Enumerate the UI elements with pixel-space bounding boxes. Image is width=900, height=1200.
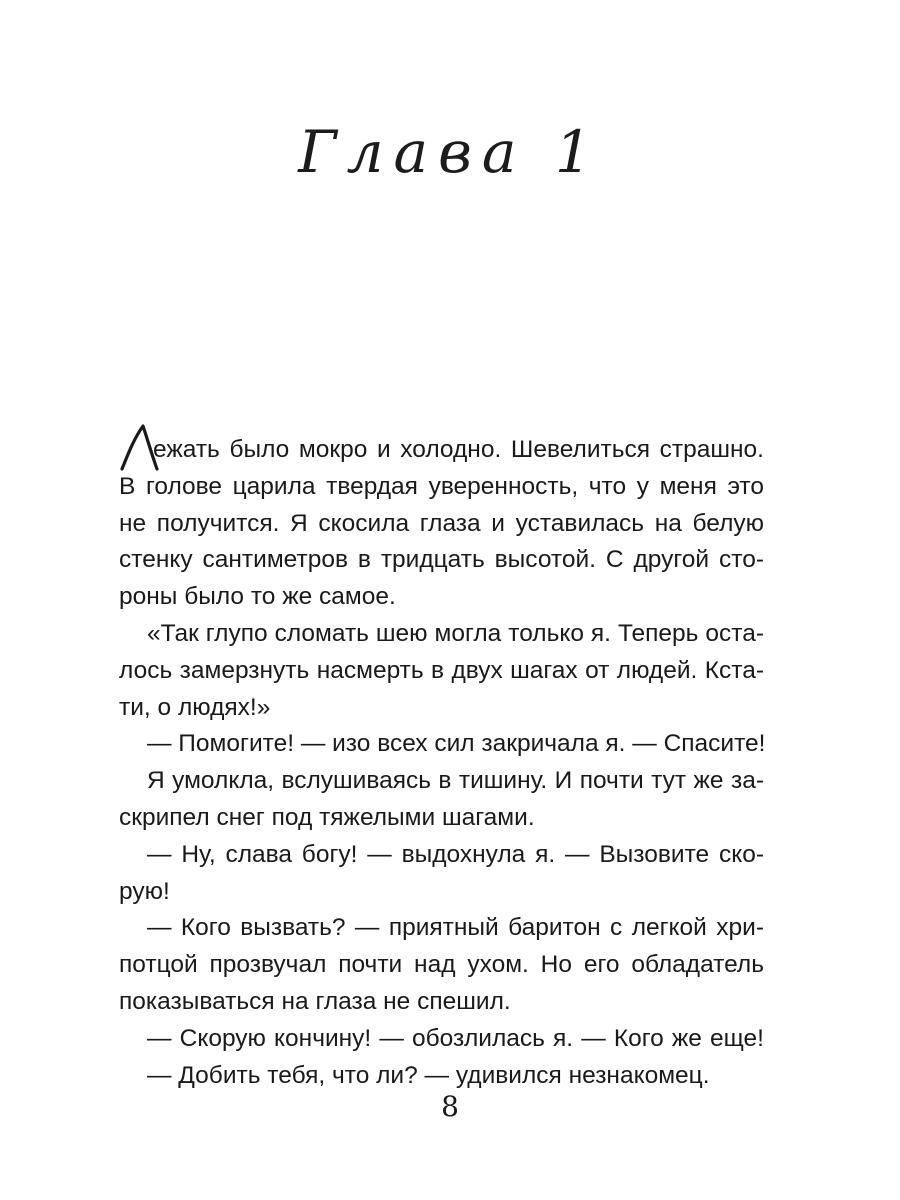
text-line: В голове царила твердая уверенность, что у меня это bbox=[119, 472, 764, 500]
text-line: Я умолкла, вслушиваясь в тишину. И почти тут же за- bbox=[147, 767, 764, 795]
text-line: — Кого вызвать? — приятный баритон с легкой хри- bbox=[147, 914, 764, 942]
text-line: рую! bbox=[119, 877, 170, 905]
text-line: — Помогите! — изо всех сил закричала я. — Спасите! bbox=[147, 730, 766, 758]
text-line: — Добить тебя, что ли? — удивился незнакомец. bbox=[147, 1061, 710, 1089]
page-number: 8 bbox=[441, 1090, 459, 1123]
text-line: не получится. Я скосила глаза и уставилась на белую bbox=[119, 509, 764, 537]
text-line: потцой прозвучал почти над ухом. Но его обладатель bbox=[119, 951, 764, 979]
text-line: ти, о людях!» bbox=[119, 693, 271, 721]
text-line: — Скорую кончину! — обозлилась я. — Кого же еще! bbox=[147, 1024, 764, 1052]
text-line: показываться на глаза не спешил. bbox=[119, 987, 511, 1015]
text-line: стенку сантиметров в тридцать высотой. С другой сто- bbox=[119, 546, 764, 574]
text-line: ежать было мокро и холодно. Шевелиться страшно. bbox=[153, 436, 764, 463]
text-line: — Ну, слава богу! — выдохнула я. — Вызовите ско- bbox=[147, 840, 764, 868]
chapter-title: Глава 1 bbox=[298, 118, 602, 186]
body-text bbox=[119, 432, 764, 1094]
text-line: «Так глупо сломать шею могла только я. Теперь оста- bbox=[147, 619, 764, 647]
text-line: скрипел снег под тяжелыми шагами. bbox=[119, 803, 535, 831]
text-line: роны было то же самое. bbox=[119, 583, 396, 611]
text-line: лось замерзнуть насмерть в двух шагах от людей. Кста- bbox=[119, 656, 764, 684]
